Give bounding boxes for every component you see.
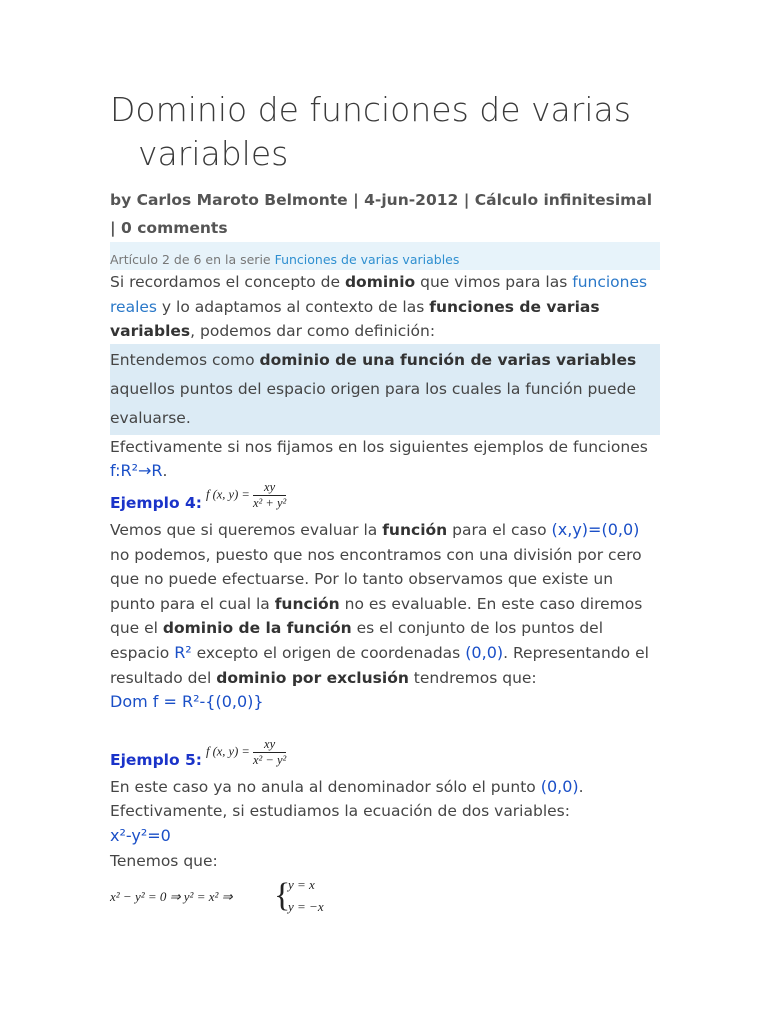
series-prefix: Artículo 2 de 6 en la serie xyxy=(110,252,275,267)
paragraph-3: Vemos que si queremos evaluar la función para el caso (x,y)=(0,0) no podemos, puesto que nos encontramos con una división por cero que no puede efectuarse. Por lo tanto observamos que existe un punto para el cual la función no es evaluable. En este caso diremos que el dominio de la función es el conjunto de los puntos del espacio R² excepto el origen de coordenadas (0,0). Representando el resultado del dominio por exclusión tendremos que: xyxy=(110,519,649,687)
example-5-label: Ejemplo 5: xyxy=(110,750,203,769)
paragraph-5: Tenemos que: xyxy=(110,851,218,870)
final-derivation: x² − y² = 0 ⇒ y² = x² ⇒ { y = x y = −x xyxy=(110,877,324,915)
article xyxy=(110,88,660,917)
byline: by Carlos Maroto Belmonte | 4-jun-2012 | Cálculo infinitesimal | 0 comments xyxy=(110,191,653,237)
example-4 xyxy=(110,479,660,518)
series-banner xyxy=(110,242,660,270)
series-link[interactable]: Funciones de varias variables xyxy=(274,252,460,267)
example-4-formula: f (x, y) = $\frac{xy}{\text{x² + y²}}$ xyxy=(206,479,287,510)
paragraph-4: En este caso ya no anula al denominador sólo el punto (0,0). Efectivamente, si estudiamos la ecuación de dos variables: xyxy=(110,776,584,821)
example-5-formula: f (x, y) = $\frac{xy}{\text{x² − y²}}$ xyxy=(206,736,287,767)
definition-quote: Entendemos como dominio de una función de varias variables aquellos puntos del espacio origen para los cuales la función puede evaluarse. xyxy=(110,344,660,435)
math-inline: f:R²→R xyxy=(110,461,163,481)
example-4-label: Ejemplo 4: xyxy=(110,493,203,512)
paragraph-2: Efectivamente si nos fijamos en los siguientes ejemplos de funciones f:R²→R. xyxy=(110,437,648,481)
funciones-reales-link[interactable]: funciones reales xyxy=(110,273,648,316)
domain-result: Dom f = R²-{(0,0)} xyxy=(110,692,264,712)
paragraph-1: Si recordamos el concepto de dominio que vimos para las funciones reales y lo adaptamos al contexto de las funciones de varias variables, podemos dar como definición: xyxy=(110,273,648,341)
equation: x²-y²=0 xyxy=(110,825,171,845)
page-title: Dominio de funciones de varias variables xyxy=(110,90,631,173)
example-5 xyxy=(110,736,660,775)
